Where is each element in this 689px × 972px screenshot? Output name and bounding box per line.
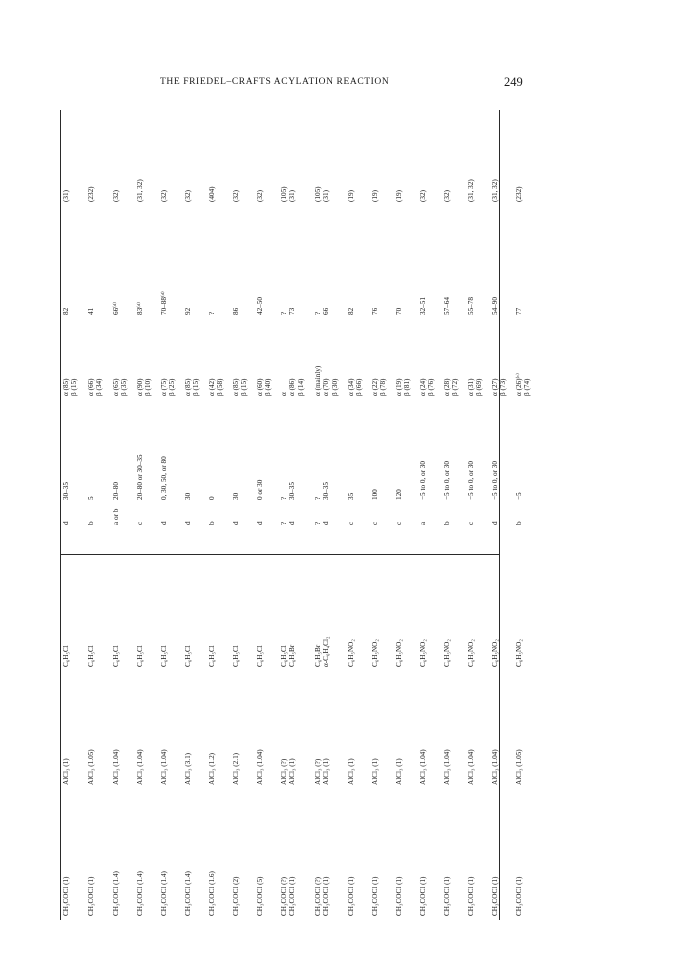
substrate-cell: C₆H₅NO₂ [467,639,475,667]
temperature-cell: 20–80 [112,482,120,500]
reagent-cell: CH₃COCl (1.4) [136,871,144,916]
isomer-distribution-cell: α (65) β (35) [112,378,129,396]
yield-cell: 41 [87,307,95,315]
table-row [184,110,208,920]
substrate-cell: C₆H₅Cl [256,645,264,667]
method-cell: c [347,521,355,525]
yield-cell: 76 [371,307,379,315]
method-cell: c [136,521,144,525]
catalyst-cell: AlCl₃ (1.04) [256,749,264,785]
reagent-cell: CH₃COCl (?) CH₃COCl (1) [314,876,331,916]
isomer-distribution-cell: α (42) β (58) [208,378,225,396]
table-row [136,110,160,920]
yield-cell: ? 73 [280,307,297,315]
catalyst-cell: AlCl₃ (1) [62,758,70,785]
yield-cell: 77 [515,307,523,315]
table-row [347,110,371,920]
catalyst-cell: AlCl₃ (1.04) [419,749,427,785]
reagent-cell: CH₃COCl (1) [395,876,403,916]
reference-cell: (31) [62,190,70,202]
method-cell: d [491,521,499,525]
table-row [112,110,136,920]
reagent-cell: CH₃COCl (1) [515,876,523,916]
isomer-distribution-cell: α (mainly) α (70) β (30) [314,365,339,396]
isomer-distribution-cell: α (24) β (76) [419,378,436,396]
substrate-cell: C₆H₅NO₂ [443,639,451,667]
substrate-cell: C₆H₅Cl [62,645,70,667]
method-cell: b [87,521,95,525]
table-row [208,110,232,920]
yield-cell: 92 [184,307,192,315]
reagent-cell: CH₃COCl (1) [467,876,475,916]
reference-cell: (32) [160,190,168,202]
catalyst-cell: AlCl₃ (1) [395,758,403,785]
temperature-cell: 35 [347,492,355,500]
substrate-cell: C₆H₅NO₂ [491,639,499,667]
reagent-cell: CH₃COCl (5) [256,876,264,916]
substrate-cell: C₆H₅Cl [160,645,168,667]
table-row [419,110,443,920]
table-row [371,110,395,920]
table-row [280,110,304,920]
method-cell: b [515,521,523,525]
reagent-cell: CH₃COCl (1.4) [160,871,168,916]
yield-cell: 54–90 [491,297,499,315]
temperature-cell: −5 to 0, or 30 [419,461,427,500]
reference-cell: (19) [371,190,379,202]
isomer-distribution-cell: α (19) β (81) [395,378,412,396]
method-cell: c [371,521,379,525]
table-row [515,110,539,920]
catalyst-cell: AlCl₃ (1) [347,758,355,785]
catalyst-cell: AlCl₃ (1.04) [112,749,120,785]
reagent-cell: CH₃COCl (?) CH₃COCl (1) [280,876,297,916]
table-row [395,110,419,920]
method-cell: b [208,521,216,525]
catalyst-cell: AlCl₃ (1.04) [467,749,475,785]
reagent-cell: CH₃COCl (1) [491,876,499,916]
temperature-cell: 100 [371,489,379,500]
method-cell: a [419,521,427,525]
isomer-distribution-cell: α (85) β (15) [62,378,79,396]
catalyst-cell: AlCl₃ (?) AlCl₃ (1) [314,758,331,785]
table-row [491,110,515,920]
temperature-cell: 5 [87,496,95,500]
catalyst-cell: AlCl₃ (1.04) [136,749,144,785]
substrate-cell: C₆H₅Cl [232,645,240,667]
substrate-cell: C₆H₅Cl [87,645,95,667]
method-cell: ? d [280,521,297,525]
yield-cell: 57–64 [443,297,451,315]
catalyst-cell: AlCl₃ (1.04) [443,749,451,785]
isomer-distribution-cell: α (90) β (10) [136,378,153,396]
table-top-rule [60,110,61,920]
temperature-cell: −5 [515,492,523,500]
yield-cell: 42–50 [256,297,264,315]
catalyst-cell: AlCl₃ (3.1) [184,752,192,785]
reference-cell: (232) [515,186,523,202]
substrate-cell: C₆H₅NO₂ [515,639,523,667]
table-row [160,110,184,920]
method-cell: a or b [112,508,120,525]
reagent-cell: CH₃COCl (1) [62,876,70,916]
reference-cell: (31, 32) [467,179,475,202]
substrate-cell: C₆H₅Cl [208,645,216,667]
isomer-distribution-cell: α (75) β (25) [160,378,177,396]
reference-cell: (105) (31) [314,186,331,202]
table-row [232,110,256,920]
substrate-cell: C₆H₅NO₂ [347,639,355,667]
table-row [467,110,491,920]
isomer-distribution-cell: α (27) β (73) [491,378,508,396]
temperature-cell: 0 [208,496,216,500]
substrate-cell: C₆H₅Cl [184,645,192,667]
reference-cell: (31, 32) [491,179,499,202]
reference-cell: (105) (31) [280,186,297,202]
reagent-cell: CH₃COCl (1) [443,876,451,916]
substrate-cell: C₆H₅Cl C₆H₅Br [280,644,297,667]
method-cell: d [232,521,240,525]
isomer-distribution-cell: α α (86) β (14) [280,378,305,396]
substrate-cell: C₆H₅NO₂ [419,639,427,667]
reference-cell: (32) [419,190,427,202]
isomer-distribution-cell: α (26)⁽ᶜ⁾ β (74) [515,373,532,396]
reagent-cell: CH₃COCl (1) [87,876,95,916]
table-row [62,110,86,920]
catalyst-cell: AlCl₃ (1.04) [491,749,499,785]
catalyst-cell: AlCl₃ (2.1) [232,752,240,785]
isomer-distribution-cell: α (28) β (72) [443,378,460,396]
temperature-cell: 0, 30, 50, or 80 [160,456,168,500]
temperature-cell: ? 30–35 [280,482,297,500]
temperature-cell: 30 [232,492,240,500]
catalyst-cell: AlCl₃ (1.04) [160,749,168,785]
yield-cell: 86 [232,307,240,315]
rotated-data-table [60,110,532,920]
reference-cell: (31, 32) [136,179,144,202]
temperature-cell: −5 to 0, or 30 [443,461,451,500]
isomer-distribution-cell: α (31) β (69) [467,378,484,396]
isomer-distribution-cell: α (85) β (15) [232,378,249,396]
isomer-distribution-cell: α (66) β (34) [87,378,104,396]
page-number: 249 [504,75,523,89]
reference-cell: (32) [256,190,264,202]
yield-cell: 82 [347,307,355,315]
substrate-cell: C₆H₅NO₂ [371,639,379,667]
temperature-cell: 120 [395,489,403,500]
reagent-cell: CH₃COCl (1.4) [112,871,120,916]
reference-cell: (32) [232,190,240,202]
catalyst-cell: AlCl₃ (1.05) [87,749,95,785]
reference-cell: (32) [443,190,451,202]
yield-cell: 83⁽ᵈ⁾ [136,302,144,315]
method-cell: c [467,521,475,525]
temperature-cell: −5 to 0, or 30 [491,461,499,500]
catalyst-cell: AlCl₃ (?) AlCl₃ (1) [280,758,297,785]
reference-cell: (19) [347,190,355,202]
reagent-cell: CH₃COCl (1) [371,876,379,916]
reagent-cell: CH₃COCl (1) [419,876,427,916]
catalyst-cell: AlCl₃ (1.05) [515,749,523,785]
yield-cell: ? 66 [314,307,331,315]
yield-cell: 70–88⁽ᵈ⁾ [160,291,168,315]
yield-cell: 70 [395,307,403,315]
catalyst-cell: AlCl₃ (1) [371,758,379,785]
method-cell: d [184,521,192,525]
reagent-cell: CH₃COCl (1.4) [184,871,192,916]
method-cell: ? d [314,521,331,525]
reagent-cell: CH₃COCl (1) [347,876,355,916]
method-cell: d [160,521,168,525]
reference-cell: (232) [87,186,95,202]
temperature-cell: 20–80 or 30–35 [136,454,144,500]
running-head: THE FRIEDEL–CRAFTS ACYLATION REACTION [160,77,390,87]
reference-cell: (404) [208,186,216,202]
isomer-distribution-cell: α (22) β (78) [371,378,388,396]
temperature-cell: ? 30–35 [314,482,331,500]
substrate-cell: C₆H₅Br α-C₆H₄Cl₂ [314,636,331,667]
reference-cell: (32) [184,190,192,202]
temperature-cell: 0 or 30 [256,479,264,500]
temperature-cell: 30–35 [62,482,70,500]
method-cell: d [256,521,264,525]
temperature-cell: −5 to 0, or 30 [467,461,475,500]
table-row [87,110,111,920]
reference-cell: (19) [395,190,403,202]
substrate-cell: C₆H₅Cl [136,645,144,667]
catalyst-cell: AlCl₃ (1.2) [208,752,216,785]
substrate-cell: C₆H₅NO₂ [395,639,403,667]
yield-cell: 82 [62,307,70,315]
method-cell: c [395,521,403,525]
yield-cell: 32–51 [419,297,427,315]
yield-cell: 66⁽ᵈ⁾ [112,302,120,315]
isomer-distribution-cell: α (85) β (15) [184,378,201,396]
isomer-distribution-cell: α (34) β (66) [347,378,364,396]
substrate-cell: C₆H₅Cl [112,645,120,667]
yield-cell: ? [208,311,216,315]
reference-cell: (32) [112,190,120,202]
isomer-distribution-cell: α (60) β (40) [256,378,273,396]
reagent-cell: CH₃COCl (2) [232,876,240,916]
reagent-cell: CH₃COCl (1.6) [208,871,216,916]
yield-cell: 55–78 [467,297,475,315]
method-cell: b [443,521,451,525]
table-row [443,110,467,920]
temperature-cell: 30 [184,492,192,500]
table-row [314,110,338,920]
method-cell: d [62,521,70,525]
table-row [256,110,280,920]
